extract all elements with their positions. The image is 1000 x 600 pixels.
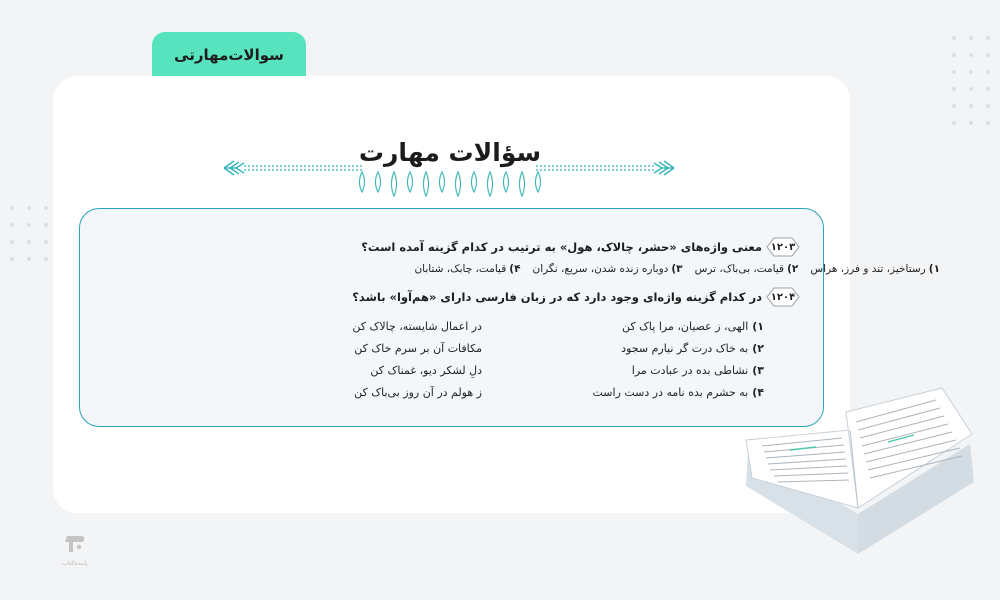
poem-option-4-first[interactable]: ۴)به حشرم بده نامه در دست راست <box>592 386 764 399</box>
option-3[interactable]: ۳)دوباره زنده شدن، سریع، نگران <box>532 263 683 275</box>
option-4[interactable]: ۴)قیامت، چابک، شتابان <box>414 263 521 275</box>
poem-option-3-second: دلِ لشکر دیو، غمناک کن <box>370 364 482 377</box>
poem-option-1-second: در اعمال شایسته، چالاک کن <box>352 320 482 333</box>
question-text: در کدام گزینه واژه‌ای وجود دارد که در زبان فارسی دارای «هم‌آوا» باشد؟ <box>352 290 762 304</box>
question-number-badge: ۱۲۰۴ <box>766 287 800 307</box>
section-heading: سؤالات مهارت <box>358 138 542 167</box>
option-2[interactable]: ۲)قیامت، بی‌باک، ترس <box>694 263 799 275</box>
section-tab-label: سوالات‌مهارتی <box>174 46 284 64</box>
poem-option-3-first[interactable]: ۳)نشاطی بده در عبادت مرا <box>631 364 764 377</box>
poem-option-2-first[interactable]: ۲)به خاک درت گر نیارم سجود <box>621 342 764 355</box>
section-tab[interactable] <box>152 32 306 78</box>
brand-logo: پاینده‌کتاب <box>52 532 98 567</box>
poem-option-2-second: مکافات آن بر سرم خاک کن <box>354 342 482 355</box>
question-text: معنی واژه‌های «حشر، چالاک، هول» به ترتیب در کدام گزینه آمده است؟ <box>361 240 762 254</box>
question-options <box>414 263 940 275</box>
open-book-illustration <box>738 382 978 560</box>
question-number-badge: ۱۲۰۳ <box>766 237 800 257</box>
decorative-dots-left <box>10 206 48 261</box>
poem-option-4-second: ز هولم در آن روز بی‌باک کن <box>354 386 482 399</box>
decorative-dots-right <box>952 36 990 125</box>
poem-option-1-first[interactable]: ۱)الهی، ز عصیان، مرا پاک کن <box>621 320 764 333</box>
brand-mark-icon <box>63 532 87 554</box>
option-1[interactable]: ۱)رستاخیز، تند و فرز، هراس <box>810 263 940 275</box>
